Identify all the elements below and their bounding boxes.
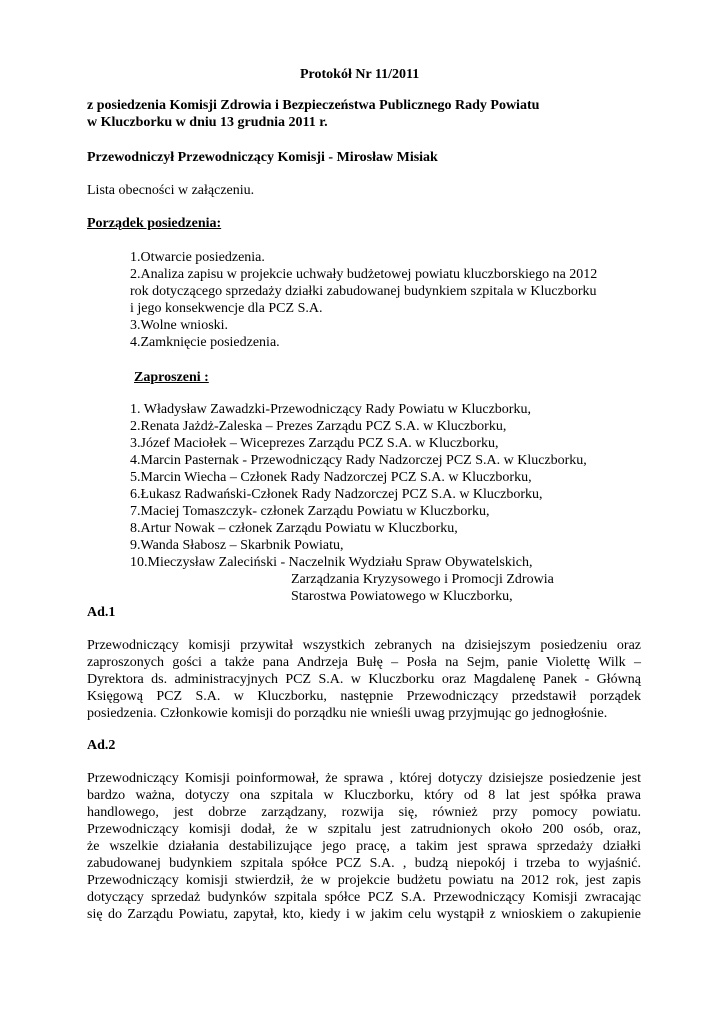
- invited-item: 9.Wanda Słabosz – Skarbnik Powiatu,: [130, 538, 344, 553]
- agenda-item: 1.Otwarcie posiedzenia.: [130, 250, 265, 265]
- subtitle-line-2: w Kluczborku w dniu 13 grudnia 2011 r.: [87, 115, 328, 130]
- invited-item: 5.Marcin Wiecha – Członek Rady Nadzorczej PCZ S.A. w Kluczborku,: [130, 470, 532, 485]
- invited-item: 6.Łukasz Radwański-Członek Rady Nadzorczej PCZ S.A. w Kluczborku,: [130, 487, 543, 502]
- ad2-paragraph-line: handlowego, jest dobrze zarządzany, rozwija się, również przy pomocy powiatu.: [87, 805, 641, 820]
- invited-item: 1. Władysław Zawadzki-Przewodniczący Rady Powiatu w Kluczborku,: [130, 402, 531, 417]
- subtitle-line-1: z posiedzenia Komisji Zdrowia i Bezpieczeństwa Publicznego Rady Powiatu: [87, 98, 540, 113]
- agenda-item: rok dotyczącego sprzedaży działki zabudowanej budynkiem szpitala w Kluczborku: [130, 284, 597, 299]
- ad1-heading: Ad.1: [87, 605, 116, 620]
- invited-item: 7.Maciej Tomaszczyk- członek Zarządu Powiatu w Kluczborku,: [130, 504, 490, 519]
- ad2-heading: Ad.2: [87, 738, 116, 753]
- ad1-paragraph-line: Dyrektora ds. administracyjnych PCZ S.A. w Kluczborku oraz Magdalenę Panek - Główną: [87, 672, 641, 687]
- chair-line: Przewodniczył Przewodniczący Komisji - Mirosław Misiak: [87, 150, 438, 165]
- invited-item: 4.Marcin Pasternak - Przewodniczący Rady Nadzorczej PCZ S.A. w Kluczborku,: [130, 453, 587, 468]
- agenda-item: 2.Analiza zapisu w projekcie uchwały budżetowej powiatu kluczborskiego na 2012: [130, 267, 598, 282]
- attendance-line: Lista obecności w załączeniu.: [87, 183, 255, 198]
- ad2-paragraph-line: bardzo ważna, dotyczy ona szpitala w Kluczborku, który od 8 lat jest spółka prawa: [87, 788, 641, 803]
- ad2-paragraph-line: dotyczący sprzedaż budynków szpitala spółce PCZ S.A. Przewodniczący Komisji zwracając: [87, 890, 641, 905]
- invited-item-continuation: Starostwa Powiatowego w Kluczborku,: [291, 589, 513, 604]
- ad2-paragraph-line: Przewodniczący Komisji poinformował, że sprawa , której dotyczy dzisiejsze posiedzenie jest: [87, 771, 641, 786]
- invited-heading: Zaproszeni :: [134, 370, 209, 385]
- agenda-heading: Porządek posiedzenia:: [87, 216, 222, 231]
- ad2-paragraph-line: Przewodniczący komisji dodał, że w szpitalu jest zatrudnionych około 200 osób, oraz,: [87, 822, 641, 837]
- invited-item: 2.Renata Jażdż-Zaleska – Prezes Zarządu PCZ S.A. w Kluczborku,: [130, 419, 507, 434]
- ad2-paragraph-line: że wszelkie działania destabilizujące jego pracę, a takim jest sprawa sprzedaży działki: [87, 839, 641, 854]
- ad2-paragraph-line: Przewodniczący komisji stwierdził, że w projekcie budżetu powiatu na 2012 rok, jest zapis: [87, 873, 641, 888]
- agenda-item: i jego konsekwencje dla PCZ S.A.: [130, 301, 323, 316]
- ad1-paragraph-line: posiedzenia. Członkowie komisji do porządku nie wnieśli uwag przyjmując go jednogłośnie.: [87, 706, 608, 721]
- invited-item: 3.Józef Maciołek – Wiceprezes Zarządu PCZ S.A. w Kluczborku,: [130, 436, 499, 451]
- ad2-paragraph-line: zabudowanej budynkiem szpitala spółce PCZ S.A. , budzą niepokój i trzeba to wyjaśnić.: [87, 856, 641, 871]
- invited-item: 8.Artur Nowak – członek Zarządu Powiatu w Kluczborku,: [130, 521, 458, 536]
- document-title: Protokół Nr 11/2011: [300, 67, 420, 82]
- ad1-paragraph-line: zaproszonych gości a także pana Andrzeja Bułę – Posła na Sejm, panie Violettę Wilk –: [87, 655, 641, 670]
- ad2-paragraph-line: się do Zarządu Powiatu, zapytał, kto, kiedy i w jakim celu wystąpił z wnioskiem o zakupienie: [87, 907, 641, 922]
- invited-item-continuation: Zarządzania Kryzysowego i Promocji Zdrowia: [291, 572, 554, 587]
- invited-item: 10.Mieczysław Zaleciński - Naczelnik Wydziału Spraw Obywatelskich,: [130, 555, 533, 570]
- agenda-item: 4.Zamknięcie posiedzenia.: [130, 335, 280, 350]
- ad1-paragraph-line: Księgową PCZ S.A. w Kluczborku, następnie Przewodniczący przedstawił porządek: [87, 689, 641, 704]
- agenda-item: 3.Wolne wnioski.: [130, 318, 229, 333]
- ad1-paragraph-line: Przewodniczący komisji przywitał wszystkich zebranych na dzisiejszym posiedzeniu oraz: [87, 638, 641, 653]
